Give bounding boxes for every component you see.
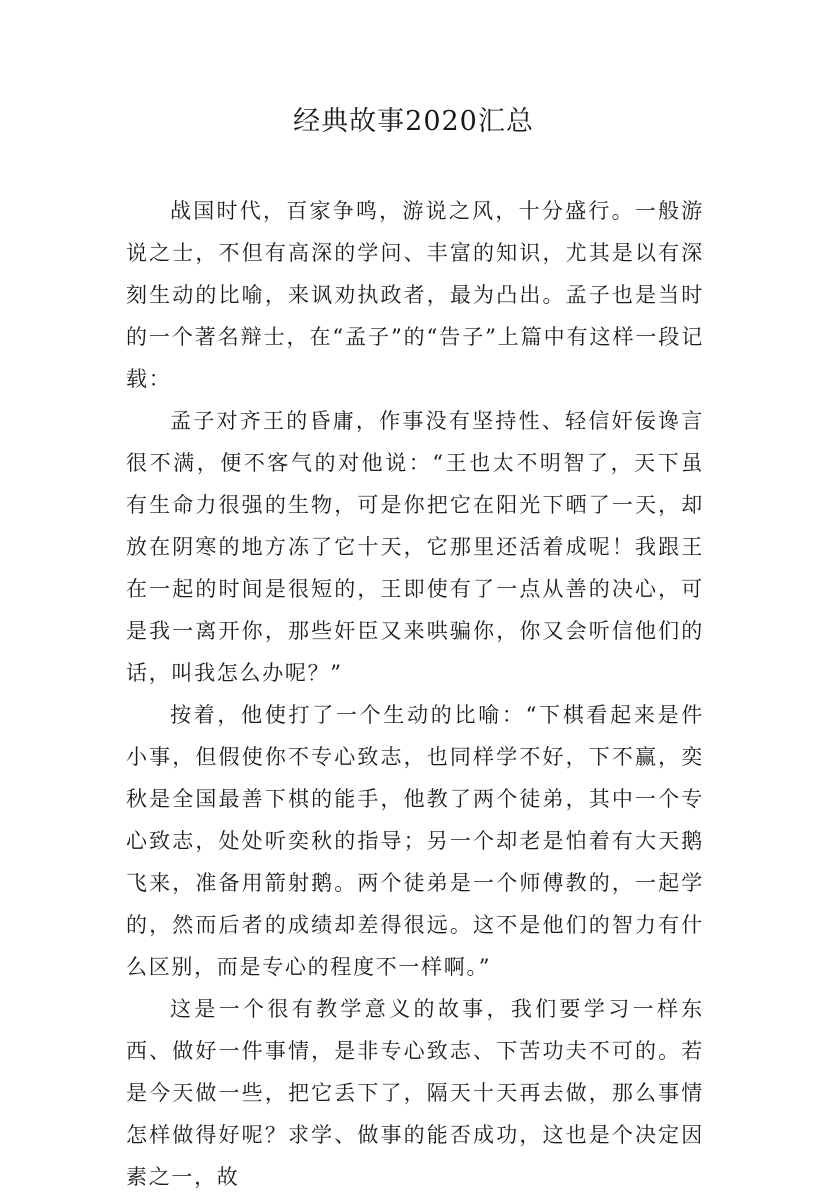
paragraph-4: 这是一个很有教学意义的故事，我们要学习一样东西、做好一件事情，是非专心致志、下苦功夫不可的。若是今天做一些，把它丢下了，隔天十天再去做，那么事情怎样做得好呢？求学、做事的能否成功，这也是个决定因素之一，故 xyxy=(126,997,704,1189)
document-body xyxy=(126,190,704,1198)
paragraph-3: 按着，他使打了一个生动的比喻：“下棋看起来是件小事，但假使你不专心致志，也同样学不好，下不赢，奕秋是全国最善下棋的能手，他教了两个徒弟，其中一个专心致志，处处听奕秋的指导；另一个却老是怕着有大天鹅飞来，准备用箭射鹅。两个徒弟是一个师傅教的，一起学的，然而后者的成绩却差得很远。这不是他们的智力有什么区别，而是专心的程度不一样啊。” xyxy=(126,703,704,979)
paragraph-1: 战国时代，百家争鸣，游说之风，十分盛行。一般游说之士，不但有高深的学问、丰富的知识，尤其是以有深刻生动的比喻，来讽劝执政者，最为凸出。孟子也是当时的一个著名辩士，在“孟子”的“告子”上篇中有这样一段记载： xyxy=(126,199,704,391)
document-title: 经典故事2020汇总 xyxy=(293,106,534,137)
paragraph-2: 孟子对齐王的昏庸，作事没有坚持性、轻信奸佞谗言很不满，便不客气的对他说：“王也太不明智了，天下虽有生命力很强的生物，可是你把它在阳光下晒了一天，却放在阴寒的地方冻了它十天，它那里还活着成呢！我跟王在一起的时间是很短的，王即使有了一点从善的决心，可是我一离开你，那些奸臣又来哄骗你，你又会听信他们的话，叫我怎么办呢？” xyxy=(126,409,704,685)
